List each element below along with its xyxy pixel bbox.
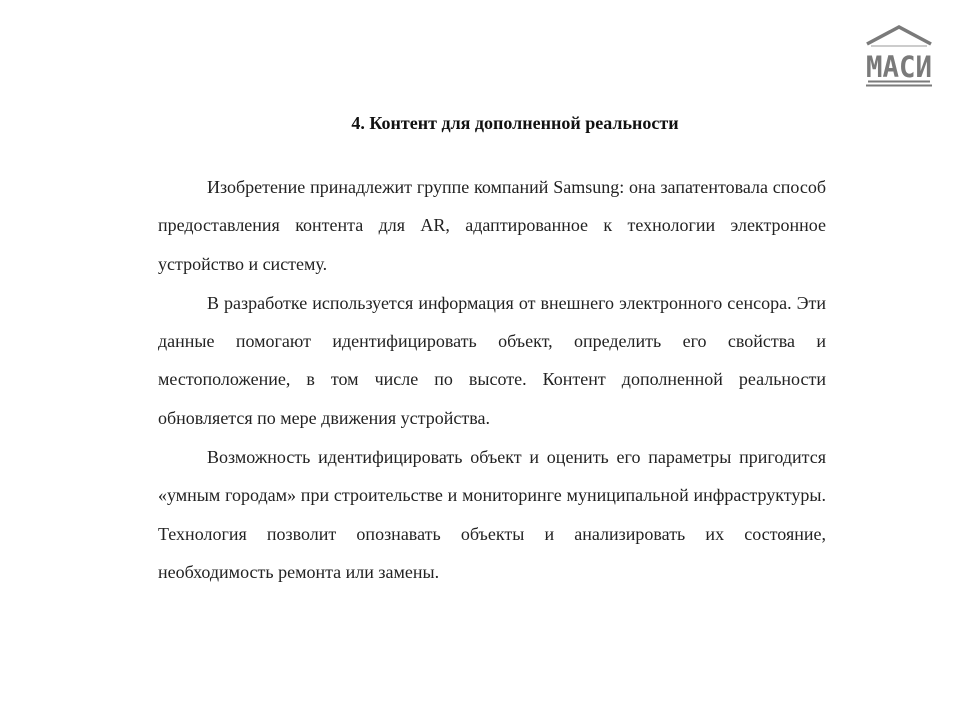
paragraph-3: Возможность идентифицировать объект и оценить его параметры пригодится «умным городам» при строительстве и мониторинге муниципальной инфраструктуры. Технология позволит опознавать объекты и анализировать их состояние, необходимость ремонта или замены. [158,447,826,582]
logo-text: МАСИ [866,50,932,84]
masi-logo [863,24,935,88]
slide-title: 4. Контент для дополненной реальности [351,113,679,133]
paragraph-2: В разработке используется информация от внешнего электронного сенсора. Эти данные помогают идентифицировать объект, определить его свойства и местоположение, в том числе по высоте. Контент дополненной реальности обновляется по мере движения устройства. [158,292,826,428]
slide-body [158,168,826,592]
masi-logo-graphic [863,24,935,88]
paragraph-1: Изобретение принадлежит группе компаний Samsung: она запатентовала способ предоставления контента для AR, адаптированное к технологии электронное устройство и систему. [158,177,826,274]
